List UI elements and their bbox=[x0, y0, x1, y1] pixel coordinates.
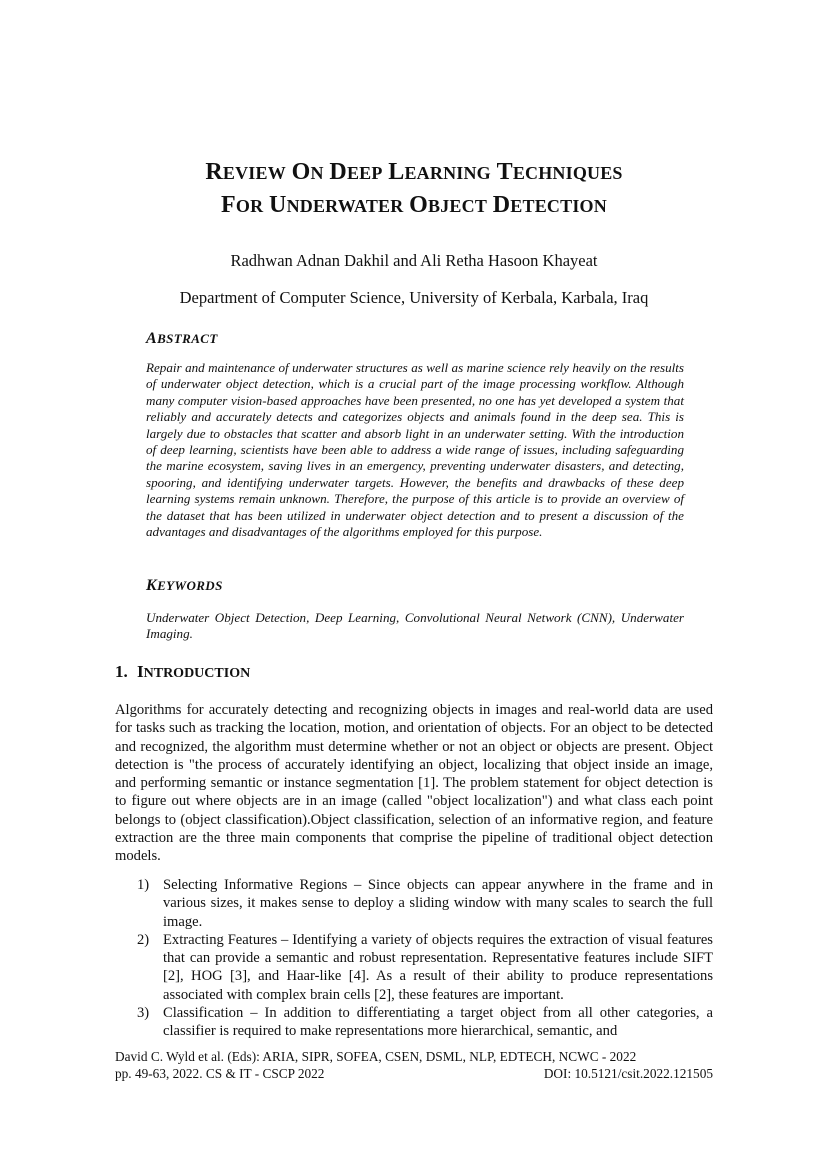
title-line-1: REVIEW ON DEEP LEARNING TECHNIQUES bbox=[205, 159, 623, 185]
paper-title bbox=[60, 156, 768, 222]
list-marker: 1) bbox=[137, 877, 150, 893]
section-number: 1. bbox=[115, 662, 128, 681]
list-item bbox=[115, 1004, 713, 1041]
title-line-2: FOR UNDERWATER OBJECT DETECTION bbox=[221, 192, 607, 218]
list-item bbox=[115, 876, 713, 931]
introduction-paragraph: Algorithms for accurately detecting and recognizing objects in images and real-world data are used for tasks such as tracking the location, motion, and orientation of objects. For an object to be detected and recognized, the algorithm must determine whether or not an object or objects are present. Object detection is "the process of accurately identifying an object, localizing that object inside an image, and performing semantic or instance segmentation [1]. The problem statement for object detection is to figure out where objects are in an image (called "object localization") and what class each point belongs to (object classification).Object classification, selection of an informative region, and feature extraction are the three main components that comprise the pipeline of traditional object detection models. bbox=[115, 702, 713, 865]
introduction-heading bbox=[115, 662, 250, 682]
keywords-text: Underwater Object Detection, Deep Learning, Convolutional Neural Network (CNN), Underwater Imaging. bbox=[146, 610, 684, 642]
abstract-text: Repair and maintenance of underwater structures as well as marine science rely heavily on the results of underwater object detection, which is a crucial part of the image processing workflow. Although many computer vision-based approaches have been presented, no one has yet developed a system that reliably and accurately detects and categorizes objects and animals found in the deep sea. This is largely due to obstacles that scatter and absorb light in an underwater setting. With the introduction of deep learning, scientists have been able to address a wide range of issues, including safeguarding the marine ecosystem, saving lives in an emergency, preventing underwater disasters, and detecting, spooring, and identifying underwater targets. However, the benefits and drawbacks of these deep learning systems remain unknown. Therefore, the purpose of this article is to provide an overview of the dataset that has been utilized in underwater object detection and to present a discussion of the advantages and disadvantages of the algorithms employed for this purpose. bbox=[146, 360, 684, 540]
footer-doi: DOI: 10.5121/csit.2022.121505 bbox=[543, 1066, 713, 1081]
pipeline-list bbox=[115, 876, 713, 1041]
list-item-text: Extracting Features – Identifying a variety of objects requires the extraction of visual features that can provide a semantic and robust representation. Representative features include SIFT [2], HOG [3], and Haar-like [4]. As a result of their ability to produce representations associated with complex brain cells [2], these features are important. bbox=[163, 931, 713, 1003]
section-title: INTRODUCTION bbox=[137, 662, 251, 681]
list-item-text: Classification – In addition to differentiating a target object from all other categories, a classifier is required to make representations more hierarchical, semantic, and bbox=[163, 1005, 713, 1040]
page-footer bbox=[115, 1048, 713, 1082]
keywords-heading: KEYWORDS bbox=[146, 577, 223, 594]
list-marker: 3) bbox=[137, 1005, 150, 1022]
list-item-text: Selecting Informative Regions – Since objects can appear anywhere in the frame and in various sizes, it makes sense to deploy a sliding window with many scales to search the full image. bbox=[163, 877, 713, 930]
abstract-heading: ABSTRACT bbox=[146, 330, 218, 347]
affiliation: Department of Computer Science, University of Kerbala, Karbala, Iraq bbox=[179, 288, 649, 307]
footer-proceedings: David C. Wyld et al. (Eds): ARIA, SIPR, SOFEA, CSEN, DSML, NLP, EDTECH, NCWC - 2022 bbox=[115, 1049, 637, 1064]
list-item bbox=[115, 931, 713, 1004]
list-marker: 2) bbox=[137, 931, 150, 948]
authors: Radhwan Adnan Dakhil and Ali Retha Hasoon Khayeat bbox=[230, 251, 598, 270]
footer-pages: pp. 49-63, 2022. CS & IT - CSCP 2022 bbox=[115, 1066, 325, 1081]
